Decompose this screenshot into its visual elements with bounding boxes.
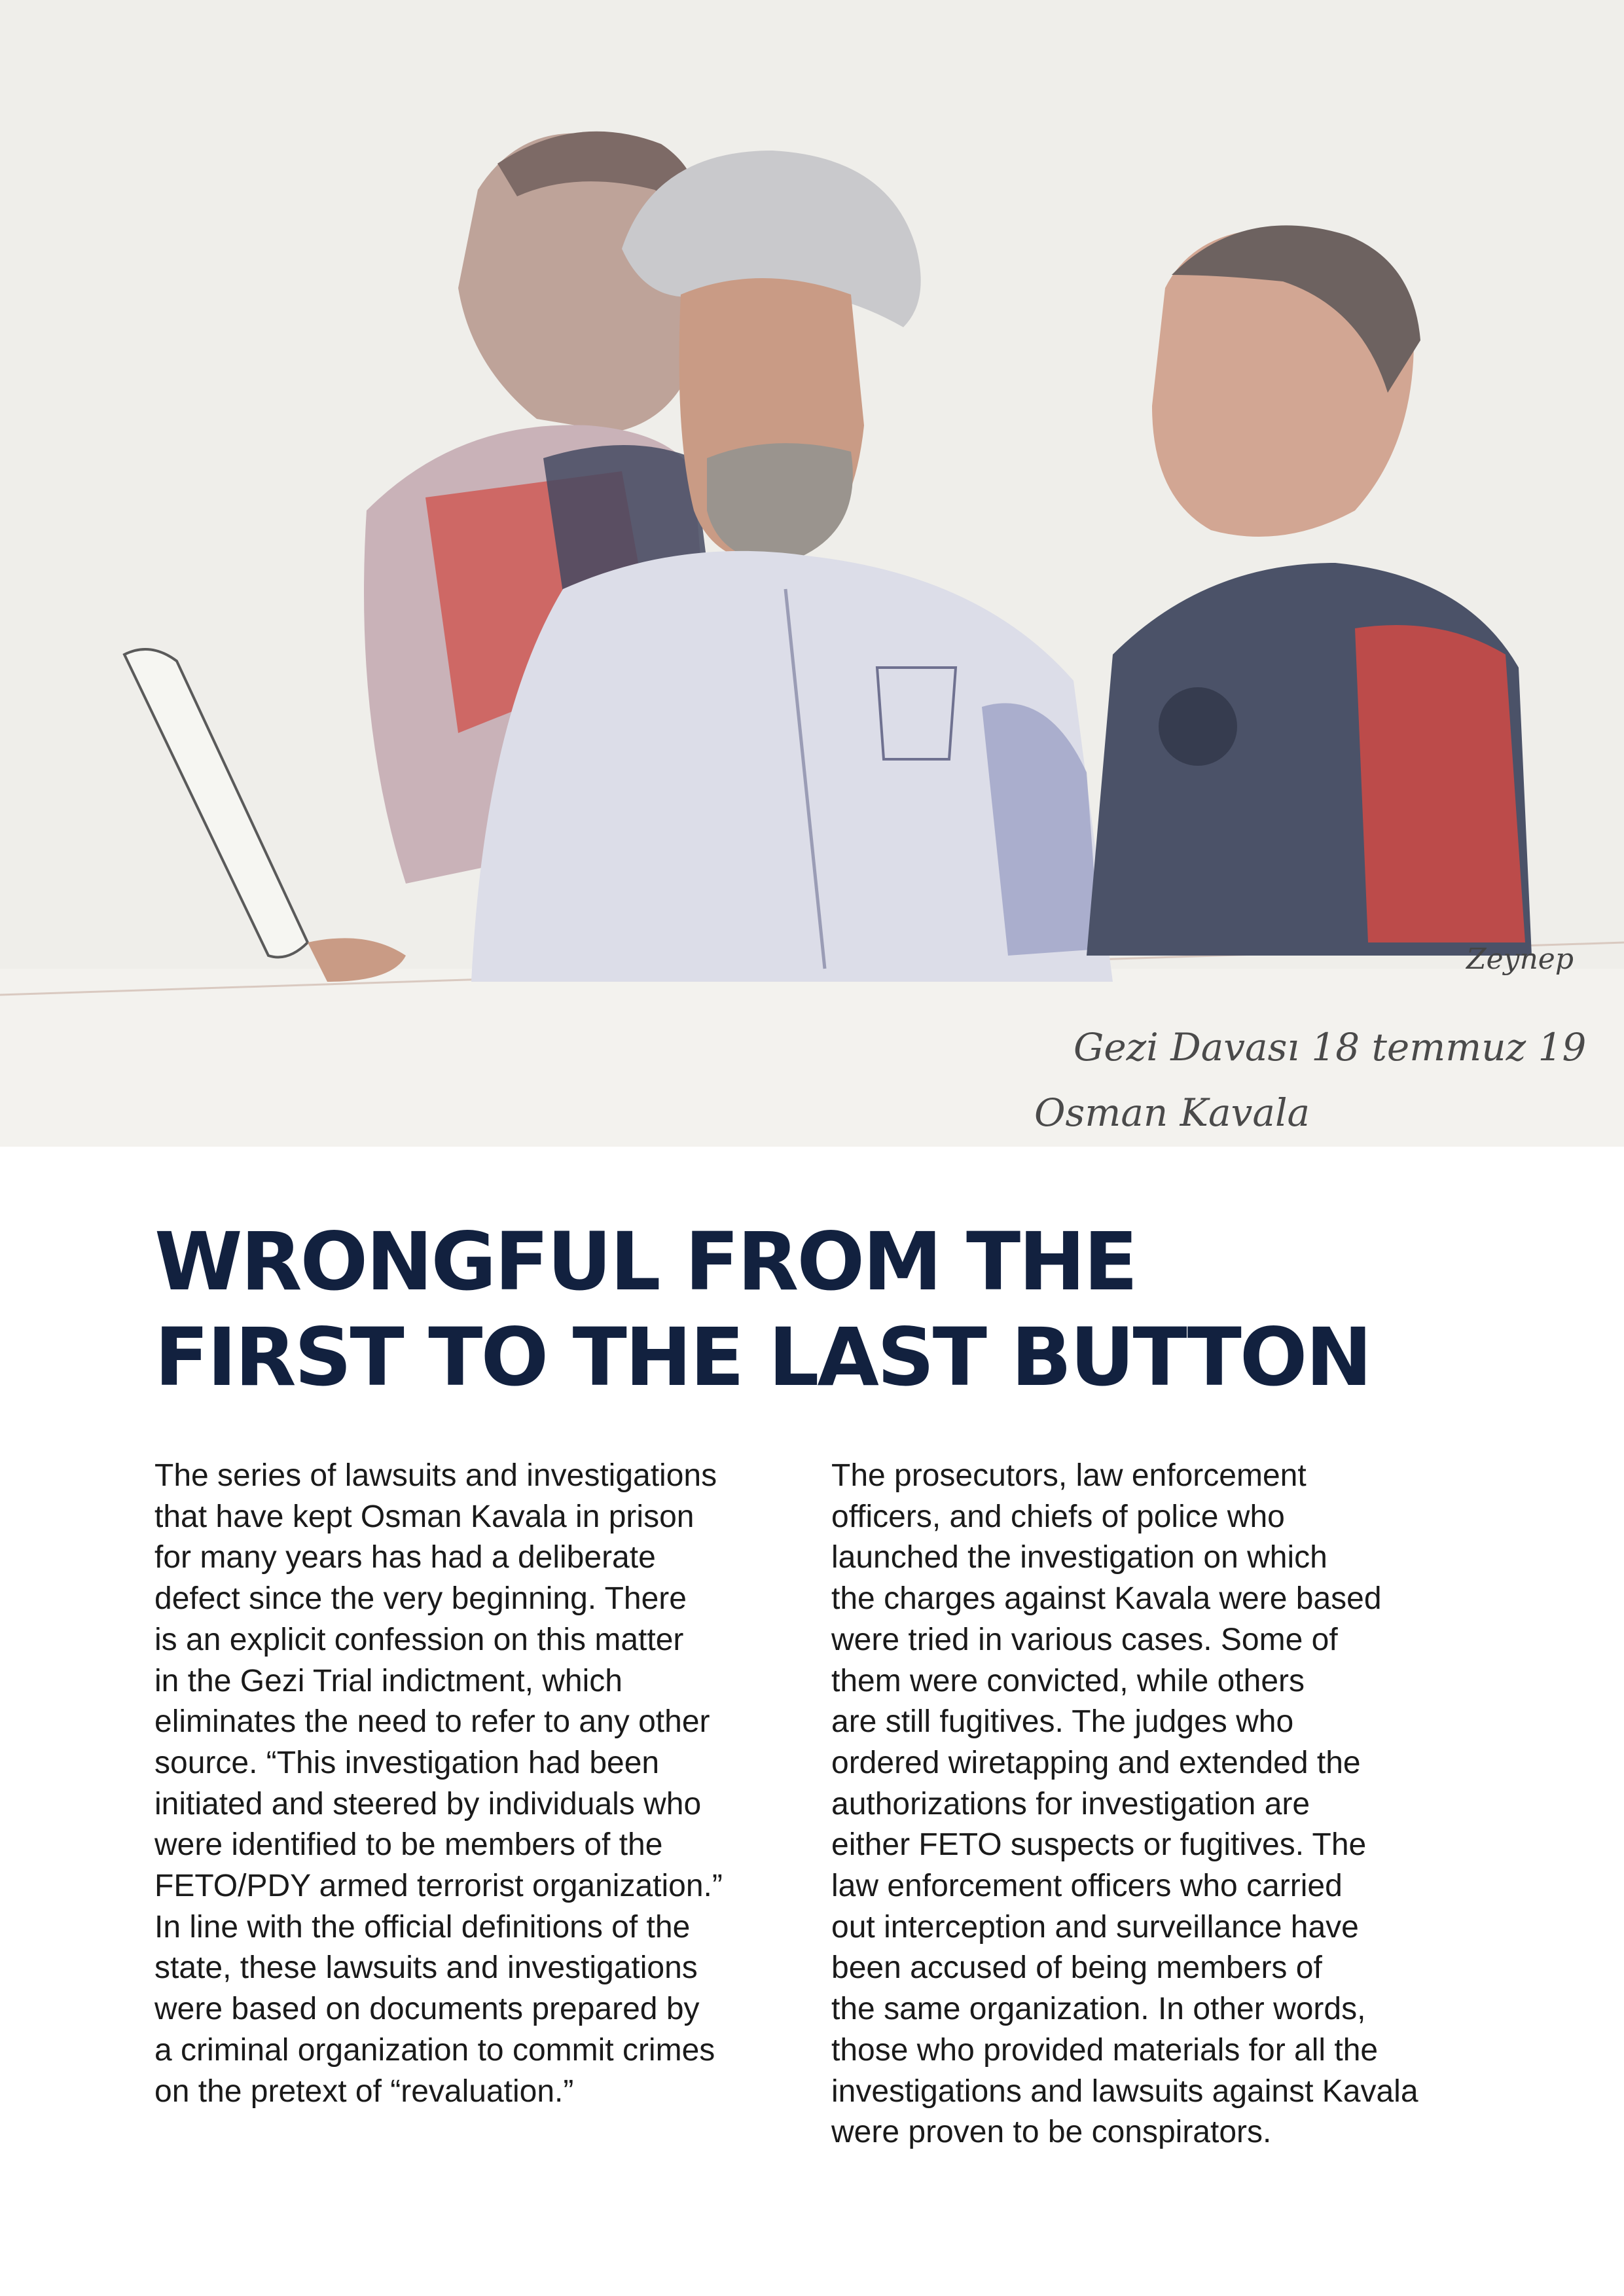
page-title-line1: WRONGFUL FROM THE [154,1215,1136,1308]
body-text-line: ordered wiretapping and extended the [831,1745,1361,1780]
body-column-left [154,1456,796,2112]
body-text-line: FETO/PDY armed terrorist organization.” [154,1869,723,1904]
body-text-line: were proven to be conspirators. [831,2115,1272,2150]
body-text-line: the same organization. In other words, [831,1992,1366,2027]
body-text-line: for many years has had a deliberate [154,1540,656,1575]
body-text-line: were based on documents prepared by [154,1992,700,2027]
body-text-line: launched the investigation on which [831,1540,1327,1575]
body-text-line: on the pretext of “revaluation.” [154,2073,574,2109]
body-text-line: that have kept Osman Kavala in prison [154,1499,695,1534]
body-text-line: in the Gezi Trial indictment, which [154,1663,623,1698]
body-text-line: were identified to be members of the [154,1827,663,1863]
body-column-right [831,1456,1486,2153]
body-text-line: The prosecutors, law enforcement [831,1458,1307,1493]
body-text-line: law enforcement officers who carried [831,1869,1343,1904]
body-text-line: state, these lawsuits and investigations [154,1950,698,1986]
body-text-line: investigations and lawsuits against Kavala [831,2073,1418,2109]
body-text-line: the charges against Kavala were based [831,1581,1382,1617]
body-text-line: a criminal organization to commit crimes [154,2032,715,2068]
body-text-line: defect since the very beginning. There [154,1581,687,1617]
body-text-line: initiated and steered by individuals who [154,1786,702,1821]
body-text-line: In line with the official definitions of the [154,1909,691,1945]
body-text-line: are still fugitives. The judges who [831,1704,1294,1740]
courtroom-sketch-illustration [0,0,1624,1147]
artist-signature: Zeynep [1466,942,1574,976]
page-title [154,1214,1496,1405]
body-text-line: those who provided materials for all the [831,2032,1379,2068]
body-text-line: eliminates the need to refer to any other [154,1704,710,1740]
body-text-line: were tried in various cases. Some of [831,1622,1338,1657]
sketch-caption-line1: Gezi Davası 18 temmuz 19 [1074,1025,1587,1069]
body-text-line: out interception and surveillance have [831,1909,1359,1945]
body-text-line: them were convicted, while others [831,1663,1305,1698]
body-text-line: authorizations for investigation are [831,1786,1310,1821]
body-text-line: The series of lawsuits and investigations [154,1458,717,1493]
page-title-line2: FIRST TO THE LAST BUTTON [154,1311,1371,1404]
body-text-line: officers, and chiefs of police who [831,1499,1285,1534]
sketch-caption-line2: Osman Kavala [1034,1090,1310,1135]
body-text-line: source. “This investigation had been [154,1745,660,1780]
body-text-line: been accused of being members of [831,1950,1322,1986]
body-text-line: is an explicit confession on this matter [154,1622,684,1657]
body-text-line: either FETO suspects or fugitives. The [831,1827,1367,1863]
